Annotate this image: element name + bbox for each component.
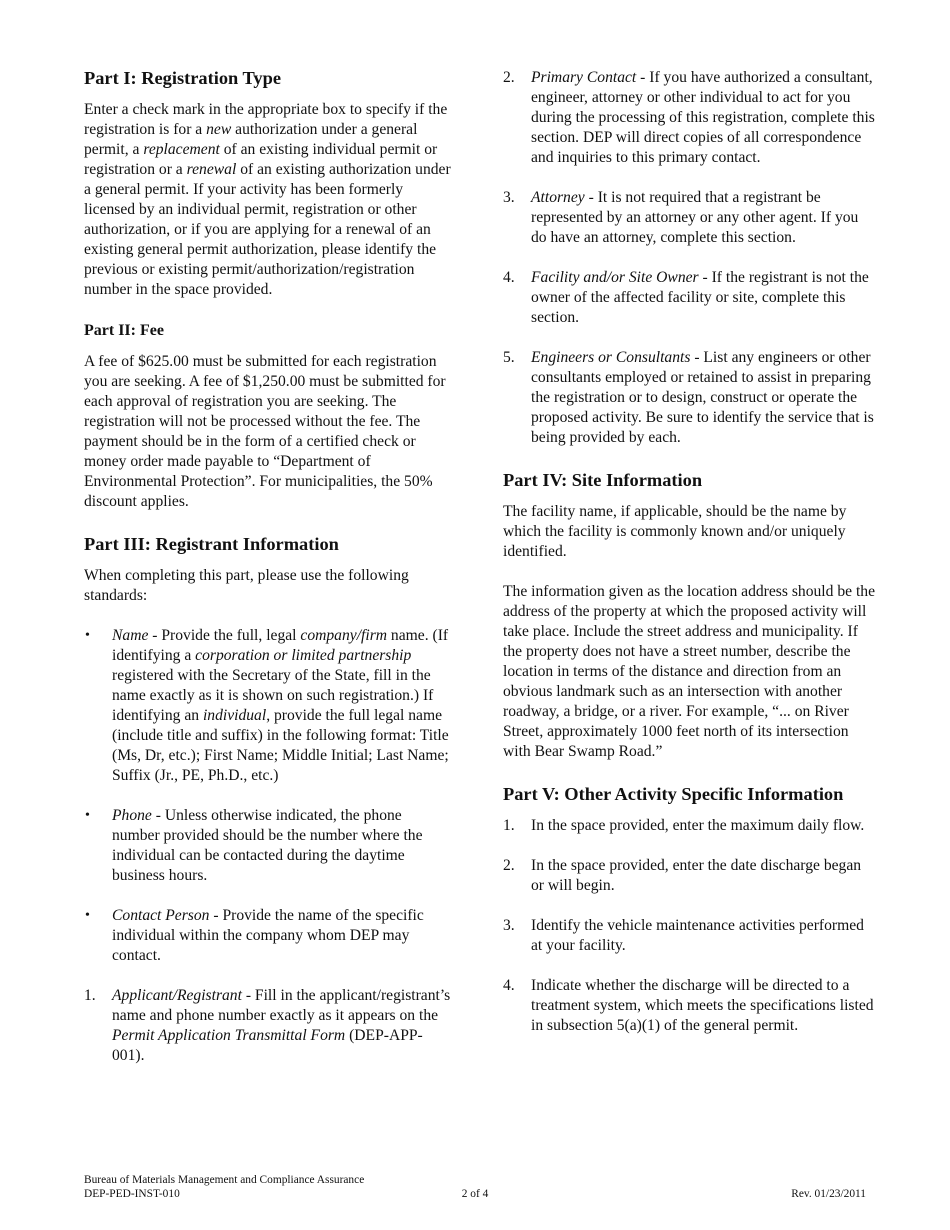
bullet-marker: • xyxy=(85,808,90,823)
footer-revision: Rev. 01/23/2011 xyxy=(791,1188,866,1200)
part4-paragraph-1: The facility name, if applicable, should be the name by which the facility is commonly known and/or uniquely identified. xyxy=(503,503,847,560)
list-item-text: Facility and/or Site Owner - If the registrant is not the owner of the affected facility or site, complete this section. xyxy=(531,269,869,326)
part3-heading: Part III: Registrant Information xyxy=(84,534,339,554)
footer-bureau: Bureau of Materials Management and Compliance Assurance xyxy=(84,1174,365,1186)
list-item-primary-contact xyxy=(503,68,875,168)
left-column xyxy=(84,66,452,1066)
list-item-text: In the space provided, enter the maximum daily flow. xyxy=(531,817,865,834)
part4-paragraph-2: The information given as the location address should be the address of the property at which the proposed activity will take place. Include the street address and municipality. If the property does not have a street number, describe the location in terms of the distance and direction from an obvious landmark such as an intersection with another roadway, a bridge, or a river. For example, “... on River Street, approximately 1000 feet north of its intersection with Bear Swamp Road.” xyxy=(503,583,875,760)
list-item xyxy=(503,916,875,956)
list-item-text: Indicate whether the discharge will be directed to a treatment system, which meets the specifications listed in subsection 5(a)(1) of the general permit. xyxy=(531,977,874,1034)
contact-bullet-text: Contact Person - Provide the name of the specific individual within the company whom DEP may contact. xyxy=(112,907,424,964)
name-bullet-text: Name - Provide the full, legal company/firm name. (If identifying a corporation or limited partnership registered with the Secretary of the State, fill in the name exactly as it is shown on such registration.) If identifying an individual, provide the full legal name (include title and suffix) in the following format: Title (Ms, Dr, etc.); First Name; Middle Initial; Last Name; Suffix (Jr., PE, Ph.D., etc.) xyxy=(112,627,449,784)
list-item-attorney xyxy=(503,188,875,248)
part2-paragraph: A fee of $625.00 must be submitted for each registration you are seeking. A fee of $1,250.00 must be submitted for each approval of registration you are seeking. The registration will not be processed without the fee. The payment should be in the form of a certified check or money order made payable to “Department of Environmental Protection”. For municipalities, the 50% discount applies. xyxy=(84,353,446,510)
page-footer xyxy=(84,1173,866,1201)
item-number: 3. xyxy=(503,189,515,206)
item-number: 2. xyxy=(503,857,515,874)
part2-heading: Part II: Fee xyxy=(84,322,164,339)
list-item-text: Attorney - It is not required that a registrant be represented by an attorney or any other agent. If you do have an attorney, complete this section. xyxy=(531,189,859,246)
part1-heading: Part I: Registration Type xyxy=(84,68,281,88)
part3-intro: When completing this part, please use the following standards: xyxy=(84,567,409,604)
list-item-text: Applicant/Registrant - Fill in the applicant/registrant’s name and phone number exactly as it appears on the Permit Application Transmittal Form (DEP-APP-001). xyxy=(112,987,451,1064)
bullet-marker: • xyxy=(85,628,90,643)
list-item-engineers xyxy=(503,348,875,448)
list-item xyxy=(503,816,875,836)
item-number: 4. xyxy=(503,977,515,994)
item-number: 1. xyxy=(503,817,515,834)
list-item xyxy=(503,856,875,896)
item-number: 4. xyxy=(503,269,515,286)
part1-paragraph: Enter a check mark in the appropriate box to specify if the registration is for a new authorization under a general permit, a replacement of an existing individual permit or registration or a renewal of an existing authorization under a general permit. If your activity has been formerly licensed by an individual permit, registration or other authorization, or if you are applying for a renewal of an existing general permit authorization, please identify the previous or existing permit/authorization/registration number in the space provided. xyxy=(84,101,451,298)
phone-bullet-text: Phone - Unless otherwise indicated, the phone number provided should be the number where the individual can be contacted during the daytime business hours. xyxy=(112,807,423,884)
item-number: 3. xyxy=(503,917,515,934)
right-column xyxy=(503,66,875,1036)
footer-doc-id: DEP-PED-INST-010 xyxy=(84,1188,180,1200)
item-number: 2. xyxy=(503,69,515,86)
footer-page-number: 2 of 4 xyxy=(461,1188,489,1200)
list-item-text: Engineers or Consultants - List any engineers or other consultants employed or retained to assist in preparing the registration or to design, construct or operate the proposed activity. Be sure to identify the service that is being provided by each. xyxy=(531,349,874,446)
list-item-site-owner xyxy=(503,268,875,328)
list-item-applicant xyxy=(84,986,452,1066)
contact-bullet xyxy=(84,906,452,966)
list-item-text: In the space provided, enter the date discharge began or will begin. xyxy=(531,857,862,894)
part4-heading: Part IV: Site Information xyxy=(503,470,703,490)
name-bullet xyxy=(84,626,452,786)
item-number: 1. xyxy=(84,987,96,1004)
part5-heading: Part V: Other Activity Specific Information xyxy=(503,784,844,804)
phone-bullet xyxy=(84,806,452,886)
item-number: 5. xyxy=(503,349,515,366)
list-item xyxy=(503,976,875,1036)
list-item-text: Primary Contact - If you have authorized a consultant, engineer, attorney or other individual to act for you during the processing of this registration, complete this section. DEP will direct copies of all correspondence and inquiries to this primary contact. xyxy=(531,69,875,166)
list-item-text: Identify the vehicle maintenance activities performed at your facility. xyxy=(531,917,864,954)
bullet-marker: • xyxy=(85,908,90,923)
